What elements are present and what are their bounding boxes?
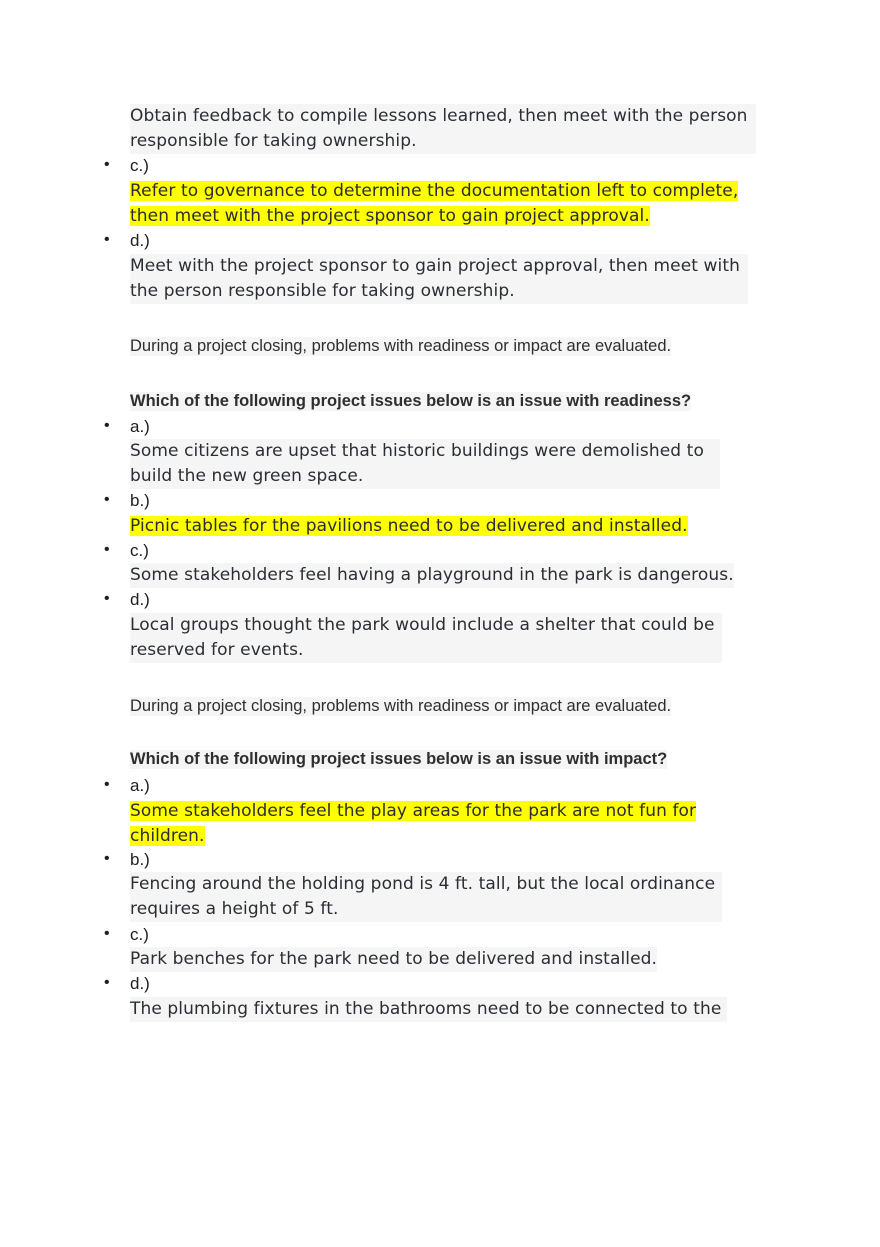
option-letter: d.) xyxy=(130,590,150,609)
question-prompt: During a project closing, problems with readiness or impact are evaluated. xyxy=(130,697,672,715)
option-text: Local groups thought the park would include a shelter that could be reserved for events. xyxy=(130,613,722,663)
option-c-text-highlighted: Refer to governance to determine the documentation left to complete, then meet with the project sponsor to gain project approval. xyxy=(130,181,739,226)
question-title: Which of the following project issues below is an issue with impact? xyxy=(130,750,668,768)
option-text: Some citizens are upset that historic buildings were demolished to build the new green space. xyxy=(130,439,720,489)
bullet: • xyxy=(104,156,110,173)
option-letter: c.) xyxy=(130,156,149,175)
option-letter: b.) xyxy=(130,850,150,869)
option-letter: c.) xyxy=(130,541,149,560)
bullet: • xyxy=(104,850,110,867)
option-text: The plumbing fixtures in the bathrooms need to be connected to the xyxy=(130,997,727,1022)
option-letter: a.) xyxy=(130,417,150,436)
option-letter: a.) xyxy=(130,776,150,795)
option-d-text: Meet with the project sponsor to gain project approval, then meet with the person responsible for taking ownership. xyxy=(130,254,748,304)
option-letter: d.) xyxy=(130,231,150,250)
option-text-highlighted: Picnic tables for the pavilions need to be delivered and installed. xyxy=(130,516,688,536)
question-prompt: During a project closing, problems with readiness or impact are evaluated. xyxy=(130,337,672,355)
question-title: Which of the following project issues below is an issue with readiness? xyxy=(130,392,692,410)
option-letter: c.) xyxy=(130,925,149,944)
option-text-highlighted: Some stakeholders feel the play areas for the park are not fun for children. xyxy=(130,801,697,846)
bullet: • xyxy=(104,541,110,558)
bullet: • xyxy=(104,776,110,793)
bullet: • xyxy=(104,590,110,607)
option-letter: b.) xyxy=(130,491,150,510)
bullet: • xyxy=(104,491,110,508)
bullet: • xyxy=(104,925,110,942)
bullet: • xyxy=(104,231,110,248)
bullet: • xyxy=(104,974,110,991)
option-text: Park benches for the park need to be delivered and installed. xyxy=(130,947,657,972)
bullet: • xyxy=(104,417,110,434)
option-letter: d.) xyxy=(130,974,150,993)
option-text: Some stakeholders feel having a playground in the park is dangerous. xyxy=(130,563,734,588)
option-text: Fencing around the holding pond is 4 ft. tall, but the local ordinance requires a height of 5 ft. xyxy=(130,872,722,922)
option-b-text: Obtain feedback to compile lessons learned, then meet with the person responsible for taking ownership. xyxy=(130,104,756,154)
